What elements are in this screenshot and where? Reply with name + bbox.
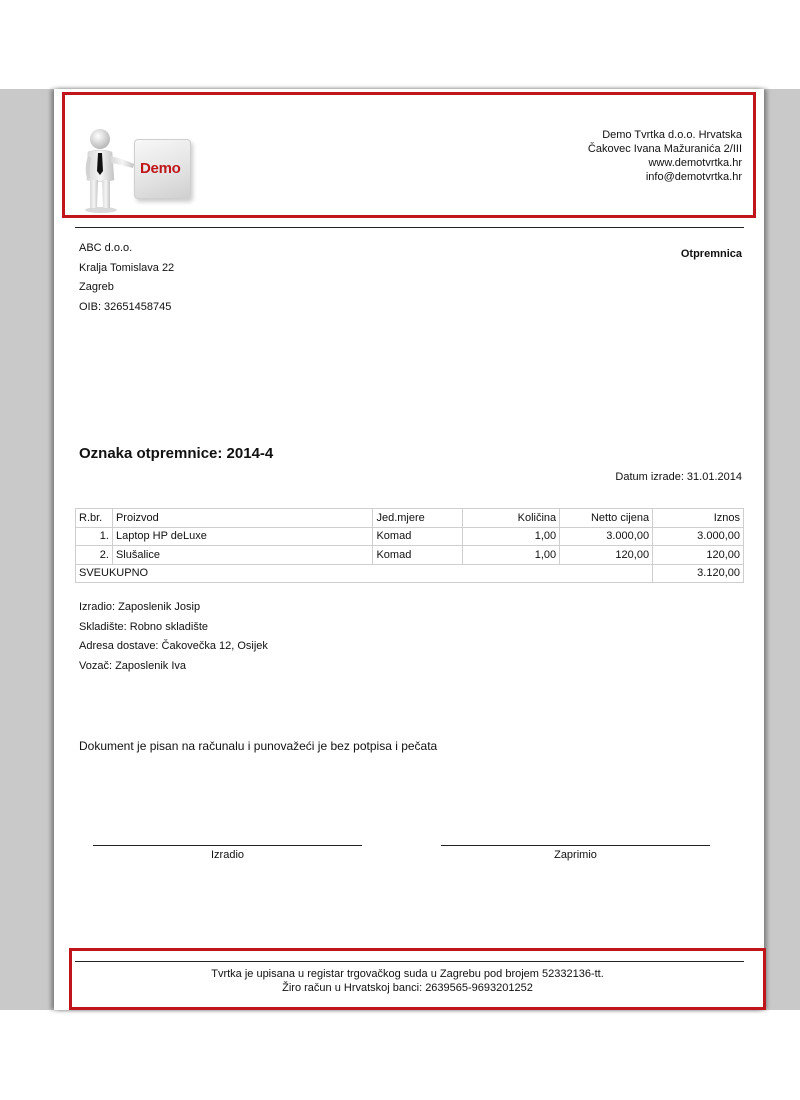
footer-divider [75,961,744,962]
logo-text: Demo [140,160,181,177]
header-divider [75,227,744,228]
client-name: ABC d.o.o. [79,242,133,254]
table-row [76,527,744,546]
meta-driver: Vozač: Zaposlenik Iva [79,659,187,672]
footer-registry: Tvrtka je upisana u registar trgovačkog suda u Zagrebu pod brojem 52332136-tt. [211,968,604,980]
client-city: Zagreb [79,281,114,293]
header-rbr: R.br. [76,509,113,528]
total-value: 3.120,00 [653,564,744,583]
client-street: Kralja Tomislava 22 [79,261,175,274]
cell-qty: 1,00 [463,527,560,546]
cell-product: Laptop HP deLuxe [112,527,372,546]
cell-qty: 1,00 [463,546,560,565]
delivery-meta [79,598,268,676]
signature-line-left [93,845,362,846]
meta-warehouse: Skladište: Robno skladište [79,620,209,633]
footer-text [75,967,740,995]
signature-line-right [441,845,710,846]
cell-unit: Komad [373,527,463,546]
company-address: Čakovec Ivana Mažuranića 2/III [587,143,742,155]
client-oib: OIB: 32651458745 [79,300,172,313]
company-info [482,128,742,184]
validity-note: Dokument je pisan na računalu i punovažeći je bez potpisa i pečata [79,739,438,753]
total-label: SVEUKUPNO [76,564,653,583]
cell-unit: Komad [373,546,463,565]
signature-label-left: Izradio [210,849,245,861]
logo-figure-icon [76,126,138,214]
document-date: Datum izrade: 31.01.2014 [615,471,742,483]
cell-product: Slušalice [112,546,372,565]
signature-label-right: Zaprimio [554,849,597,861]
header-amount: Iznos [653,509,744,528]
header-product: Proizvod [112,509,372,528]
company-website: www.demotvrtka.hr [648,157,742,169]
company-name: Demo Tvrtka d.o.o. Hrvatska [602,129,742,141]
header-qty: Količina [463,509,560,528]
document-type: Otpremnica [680,248,742,260]
cell-rbr: 2. [76,546,113,565]
cell-net-price: 120,00 [560,546,653,565]
footer-bank-account: Žiro račun u Hrvatskoj banci: 2639565-9693201252 [282,982,533,994]
cell-amount: 120,00 [653,546,744,565]
client-block [79,239,174,317]
table-header-row [76,509,744,528]
cell-net-price: 3.000,00 [560,527,653,546]
cell-amount: 3.000,00 [653,527,744,546]
header-net-price: Netto cijena [560,509,653,528]
document-title: Oznaka otpremnice: 2014-4 [79,445,274,462]
cell-rbr: 1. [76,527,113,546]
table-total-row [76,564,744,583]
meta-created-by: Izradio: Zaposlenik Josip [79,601,201,613]
meta-delivery-address: Adresa dostave: Čakovečka 12, Osijek [79,640,268,652]
items-table [75,508,744,583]
table-row [76,546,744,565]
company-email: info@demotvrtka.hr [645,171,742,183]
header-unit: Jed.mjere [373,509,463,528]
